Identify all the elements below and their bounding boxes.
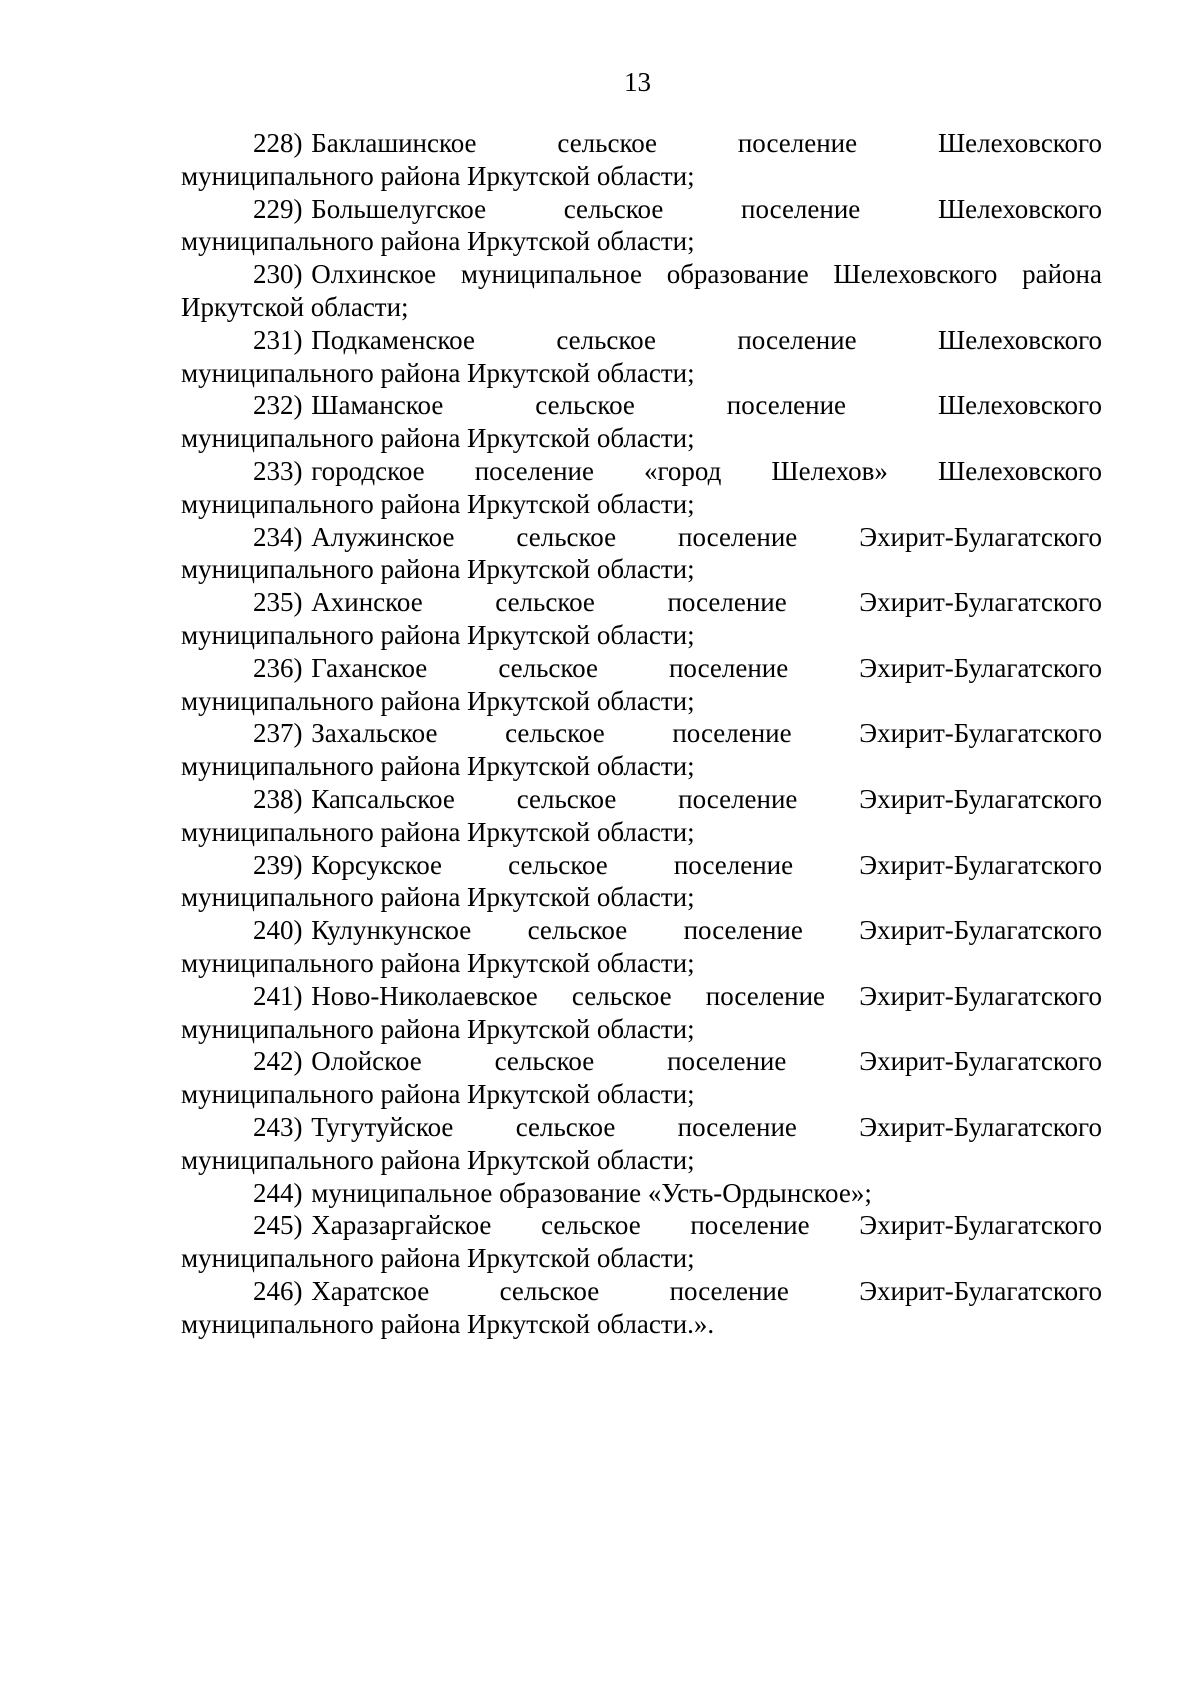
list-item-number: 245): [253, 1210, 303, 1241]
list-item-word: «город: [643, 455, 722, 486]
list-item: [181, 521, 1102, 587]
list-item-first-line: [181, 193, 1102, 226]
list-item-word: Эхирит-Булагатского: [859, 783, 1102, 814]
list-item-continuation: муниципального района Иркутской области;: [181, 751, 695, 782]
list-item-word: района: [1022, 259, 1102, 290]
list-item-word: Эхирит-Булагатского: [859, 1275, 1102, 1306]
list-item-lead: [253, 586, 423, 619]
list-item-number: 244): [253, 1177, 303, 1208]
list-item-word: поселение: [667, 587, 787, 618]
list-item-word: сельское: [557, 128, 658, 158]
list-item-word: сельское: [505, 718, 605, 749]
list-item: [181, 1209, 1102, 1275]
list-item-number: 234): [253, 521, 303, 552]
list-item-continuation: муниципального района Иркутской области;: [181, 226, 695, 257]
list-item-word: образование: [666, 259, 809, 290]
list-item-lead: [253, 717, 437, 750]
list-item-first-line: [181, 586, 1102, 619]
list-item: [181, 586, 1102, 652]
list-item-word: Шелеховского: [937, 324, 1102, 355]
list-item-word: поселение: [669, 1275, 789, 1306]
list-item-first-line: [181, 717, 1102, 750]
list-item: [181, 455, 1102, 521]
list-item-first-line: [181, 1177, 1102, 1210]
list-item-word: Шелеховского: [937, 455, 1102, 486]
list-item-word: Олхинское: [311, 259, 437, 290]
list-item: [181, 1275, 1102, 1341]
list-item-word: городское: [311, 455, 425, 486]
list-item-first-line: [181, 783, 1102, 816]
list-item-word: поселение: [673, 849, 794, 880]
list-item-word: сельское: [571, 980, 672, 1011]
list-item-word: Ново-Николаевское: [311, 980, 538, 1011]
list-item-number: 246): [253, 1275, 303, 1306]
list-item-continuation: муниципального района Иркутской области;: [181, 554, 695, 585]
list-item-word: Олойское: [311, 1046, 422, 1077]
list-item-word: сельское: [516, 521, 617, 552]
list-item-word: поселение: [690, 1210, 810, 1241]
list-item-continuation: муниципального района Иркутской области;: [181, 685, 695, 716]
list-item-word: сельское: [499, 1275, 600, 1306]
list-item: [181, 717, 1102, 783]
list-item-continuation: муниципального района Иркутской области;: [181, 423, 695, 454]
list-item: [181, 783, 1102, 849]
list-item-lead: [253, 1209, 491, 1242]
list-item-word: сельское: [535, 390, 635, 421]
list-item-lead: [253, 1275, 429, 1308]
list-item-word: Кулункунское: [311, 915, 472, 946]
list-item-word: сельское: [495, 587, 595, 618]
list-item-word: Шелеховского: [833, 259, 998, 290]
list-item-first-line: [181, 1275, 1102, 1308]
settlement-list: [181, 127, 1102, 1340]
list-item-first-line: [181, 127, 1102, 160]
list-item-number: 229): [253, 193, 303, 224]
list-item-word: Эхирит-Булагатского: [859, 521, 1102, 552]
list-item-number: 240): [253, 915, 303, 946]
list-item-word: сельское: [563, 193, 664, 224]
list-item-continuation: Иркутской области;: [181, 291, 409, 322]
list-item-lead: [253, 521, 454, 554]
list-item-word: Ахинское: [311, 587, 423, 618]
list-item-continuation: муниципального района Иркутской области;: [181, 1144, 695, 1175]
list-item: [181, 1177, 1102, 1210]
list-item-lead: [253, 455, 425, 488]
list-item: [181, 127, 1102, 193]
list-item-word: поселение: [667, 1046, 787, 1077]
list-item-continuation: муниципального района Иркутской области;: [181, 619, 695, 650]
list-item-number: 238): [253, 783, 303, 814]
list-item-first-line: [181, 980, 1102, 1013]
list-item-number: 233): [253, 455, 303, 486]
list-item-first-line: [181, 324, 1102, 357]
list-item-number: 241): [253, 980, 303, 1011]
page-number: 13: [624, 67, 651, 97]
list-item-number: 236): [253, 652, 303, 683]
list-item-word: поселение: [672, 718, 792, 749]
list-item-lead: [253, 324, 475, 357]
list-item: [181, 980, 1102, 1046]
list-item-word: поселение: [474, 455, 594, 486]
list-item: [181, 914, 1102, 980]
list-item-first-line: [181, 849, 1102, 882]
list-item-number: 228): [253, 128, 303, 158]
list-item-first-line: [181, 258, 1102, 291]
list-item: [181, 849, 1102, 915]
list-item-number: 237): [253, 718, 303, 749]
list-item-continuation: муниципального района Иркутской области;: [181, 1243, 695, 1274]
list-item-word: Шелехов»: [771, 455, 888, 486]
list-item-word: Харазаргайское: [311, 1210, 492, 1241]
list-item-continuation: муниципального района Иркутской области.».: [181, 1308, 715, 1339]
list-item: [181, 652, 1102, 718]
list-item-word: Шелеховского: [937, 193, 1102, 224]
list-item-word: Шелеховского: [937, 390, 1102, 421]
list-item-word: Тугутуйское: [311, 1111, 454, 1142]
list-item-word: Харатское: [311, 1275, 430, 1306]
list-item-lead: [253, 849, 442, 882]
list-item: [181, 258, 1102, 324]
list-item-lead: [253, 980, 538, 1013]
list-item-word: поселение: [726, 390, 847, 421]
list-item-word: Захальское: [311, 718, 438, 749]
list-item-first-line: [181, 1209, 1102, 1242]
list-item-lead: [253, 389, 443, 422]
list-item-word: поселение: [668, 652, 789, 683]
list-item-number: 242): [253, 1046, 303, 1077]
list-item-continuation: муниципального района Иркутской области;: [181, 882, 695, 913]
list-item-word: поселение: [705, 980, 826, 1011]
list-item-first-line: [181, 1111, 1102, 1144]
list-item-word: Гаханское: [311, 652, 428, 683]
list-item-word: сельское: [527, 915, 628, 946]
list-item-word: поселение: [741, 193, 861, 224]
list-item-first-line: [181, 1045, 1102, 1078]
list-item-word: сельское: [515, 1111, 616, 1142]
list-item-word: сельское: [556, 324, 656, 355]
list-item: [181, 1111, 1102, 1177]
list-item-continuation: муниципального района Иркутской области;: [181, 488, 695, 519]
list-item-word: Шаманское: [311, 390, 444, 421]
list-item-first-line: [181, 652, 1102, 685]
list-item-word: Корсукское: [311, 849, 443, 880]
list-item-lead: [253, 1045, 422, 1078]
list-item-word: Алужинское: [311, 521, 455, 552]
list-item-word: Эхирит-Булагатского: [859, 587, 1102, 618]
list-item-number: 232): [253, 390, 303, 421]
list-item-continuation: муниципального района Иркутской области;: [181, 947, 695, 978]
list-item-lead: [253, 1177, 872, 1210]
list-item-word: поселение: [677, 1111, 797, 1142]
list-item-lead: [253, 193, 486, 226]
list-item-word: сельское: [494, 1046, 595, 1077]
list-item-continuation: муниципального района Иркутской области;: [181, 160, 695, 191]
list-item-continuation: муниципального района Иркутской области;: [181, 1079, 695, 1110]
list-item-lead: [253, 652, 427, 685]
list-item-lead: [253, 258, 436, 291]
list-item-word: Эхирит-Булагатского: [859, 1210, 1102, 1241]
list-item-word: Эхирит-Булагатского: [859, 1046, 1102, 1077]
list-item-word: Капсальское: [311, 783, 455, 814]
list-item-word: сельское: [516, 783, 617, 814]
list-item: [181, 389, 1102, 455]
list-item-word: поселение: [737, 324, 857, 355]
list-item-continuation: муниципального района Иркутской области;: [181, 357, 695, 388]
list-item-word: муниципальное образование «Усть-Ордынское»;: [311, 1177, 872, 1208]
list-item: [181, 1045, 1102, 1111]
list-item-word: Эхирит-Булагатского: [859, 849, 1102, 880]
list-item-word: Эхирит-Булагатского: [859, 915, 1102, 946]
list-item-word: поселение: [683, 915, 803, 946]
list-item-word: сельское: [498, 652, 598, 683]
list-item-number: 230): [253, 259, 303, 290]
list-item: [181, 193, 1102, 259]
list-item-word: поселение: [678, 783, 798, 814]
list-item-word: Баклашинское: [311, 128, 477, 158]
list-item-first-line: [181, 914, 1102, 947]
list-item-first-line: [181, 455, 1102, 488]
list-item-word: сельское: [541, 1210, 641, 1241]
list-item-lead: [253, 914, 471, 947]
list-item-word: Эхирит-Булагатского: [859, 980, 1102, 1011]
list-item-word: Эхирит-Булагатского: [859, 652, 1102, 683]
list-item-continuation: муниципального района Иркутской области;: [181, 1013, 695, 1044]
list-item-word: Эхирит-Булагатского: [859, 1111, 1102, 1142]
list-item-number: 235): [253, 587, 303, 618]
list-item-first-line: [181, 389, 1102, 422]
list-item-continuation: муниципального района Иркутской области;: [181, 816, 695, 847]
list-item-lead: [253, 783, 455, 816]
list-item-word: Большелугское: [311, 193, 487, 224]
list-item-word: Подкаменское: [311, 324, 475, 355]
list-item-number: 231): [253, 324, 303, 355]
list-item-lead: [253, 1111, 453, 1144]
list-item-lead: [253, 127, 477, 160]
list-item-word: поселение: [737, 128, 858, 158]
list-item-first-line: [181, 521, 1102, 554]
list-item-word: Шелеховского: [937, 128, 1102, 158]
list-item-word: Эхирит-Булагатского: [859, 718, 1102, 749]
list-item-number: 243): [253, 1111, 303, 1142]
list-item-word: поселение: [678, 521, 798, 552]
list-item: [181, 324, 1102, 390]
list-item-word: сельское: [508, 849, 608, 880]
list-item-number: 239): [253, 849, 303, 880]
list-item-word: муниципальное: [460, 259, 642, 290]
